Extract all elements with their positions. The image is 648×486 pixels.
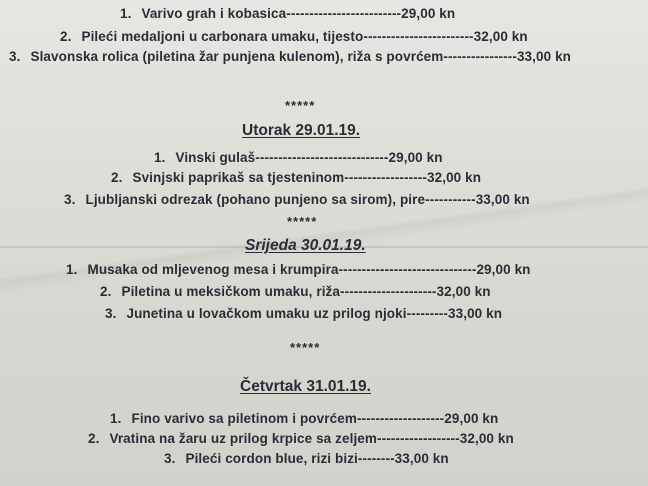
separator-stars: ***** — [290, 340, 321, 355]
day-heading: Utorak 29.01.19. — [242, 122, 361, 139]
menu-item: 3. Ljubljanski odrezak (pohano punjeno sa sirom), pire-----------33,00 kn — [64, 192, 530, 207]
menu-item: 3. Pileći cordon blue, rizi bizi--------33,00 kn — [164, 451, 449, 466]
menu-item: 2. Svinjski paprikaš sa tjesteninom------------------32,00 kn — [111, 170, 482, 185]
menu-item: 1. Fino varivo sa piletinom i povrćem-------------------29,00 kn — [110, 411, 499, 426]
menu-item: 2. Piletina u meksičkom umaku, riža---------------------32,00 kn — [100, 284, 491, 299]
menu-item: 1. Musaka od mljevenog mesa i krumpira------------------------------29,00 kn — [66, 262, 531, 277]
separator-stars: ***** — [285, 98, 316, 113]
separator-stars: ***** — [287, 214, 318, 229]
menu-item: 2. Pileći medaljoni u carbonara umaku, tijesto------------------------32,00 kn — [60, 29, 528, 44]
menu-item: 1. Vinski gulaš-----------------------------29,00 kn — [154, 150, 443, 165]
menu-item: 2. Vratina na žaru uz prilog krpice sa zeljem------------------32,00 kn — [88, 431, 514, 446]
menu-item: 3. Slavonska rolica (piletina žar punjena kulenom), riža s povrćem----------------33,00 kn — [9, 49, 572, 64]
menu-item: 1. Varivo grah i kobasica-------------------------29,00 kn — [120, 6, 456, 21]
menu-item: 3. Junetina u lovačkom umaku uz prilog njoki---------33,00 kn — [105, 306, 503, 321]
day-heading: Četvrtak 31.01.19. — [240, 378, 371, 395]
day-heading: Srijeda 30.01.19. — [245, 237, 366, 254]
